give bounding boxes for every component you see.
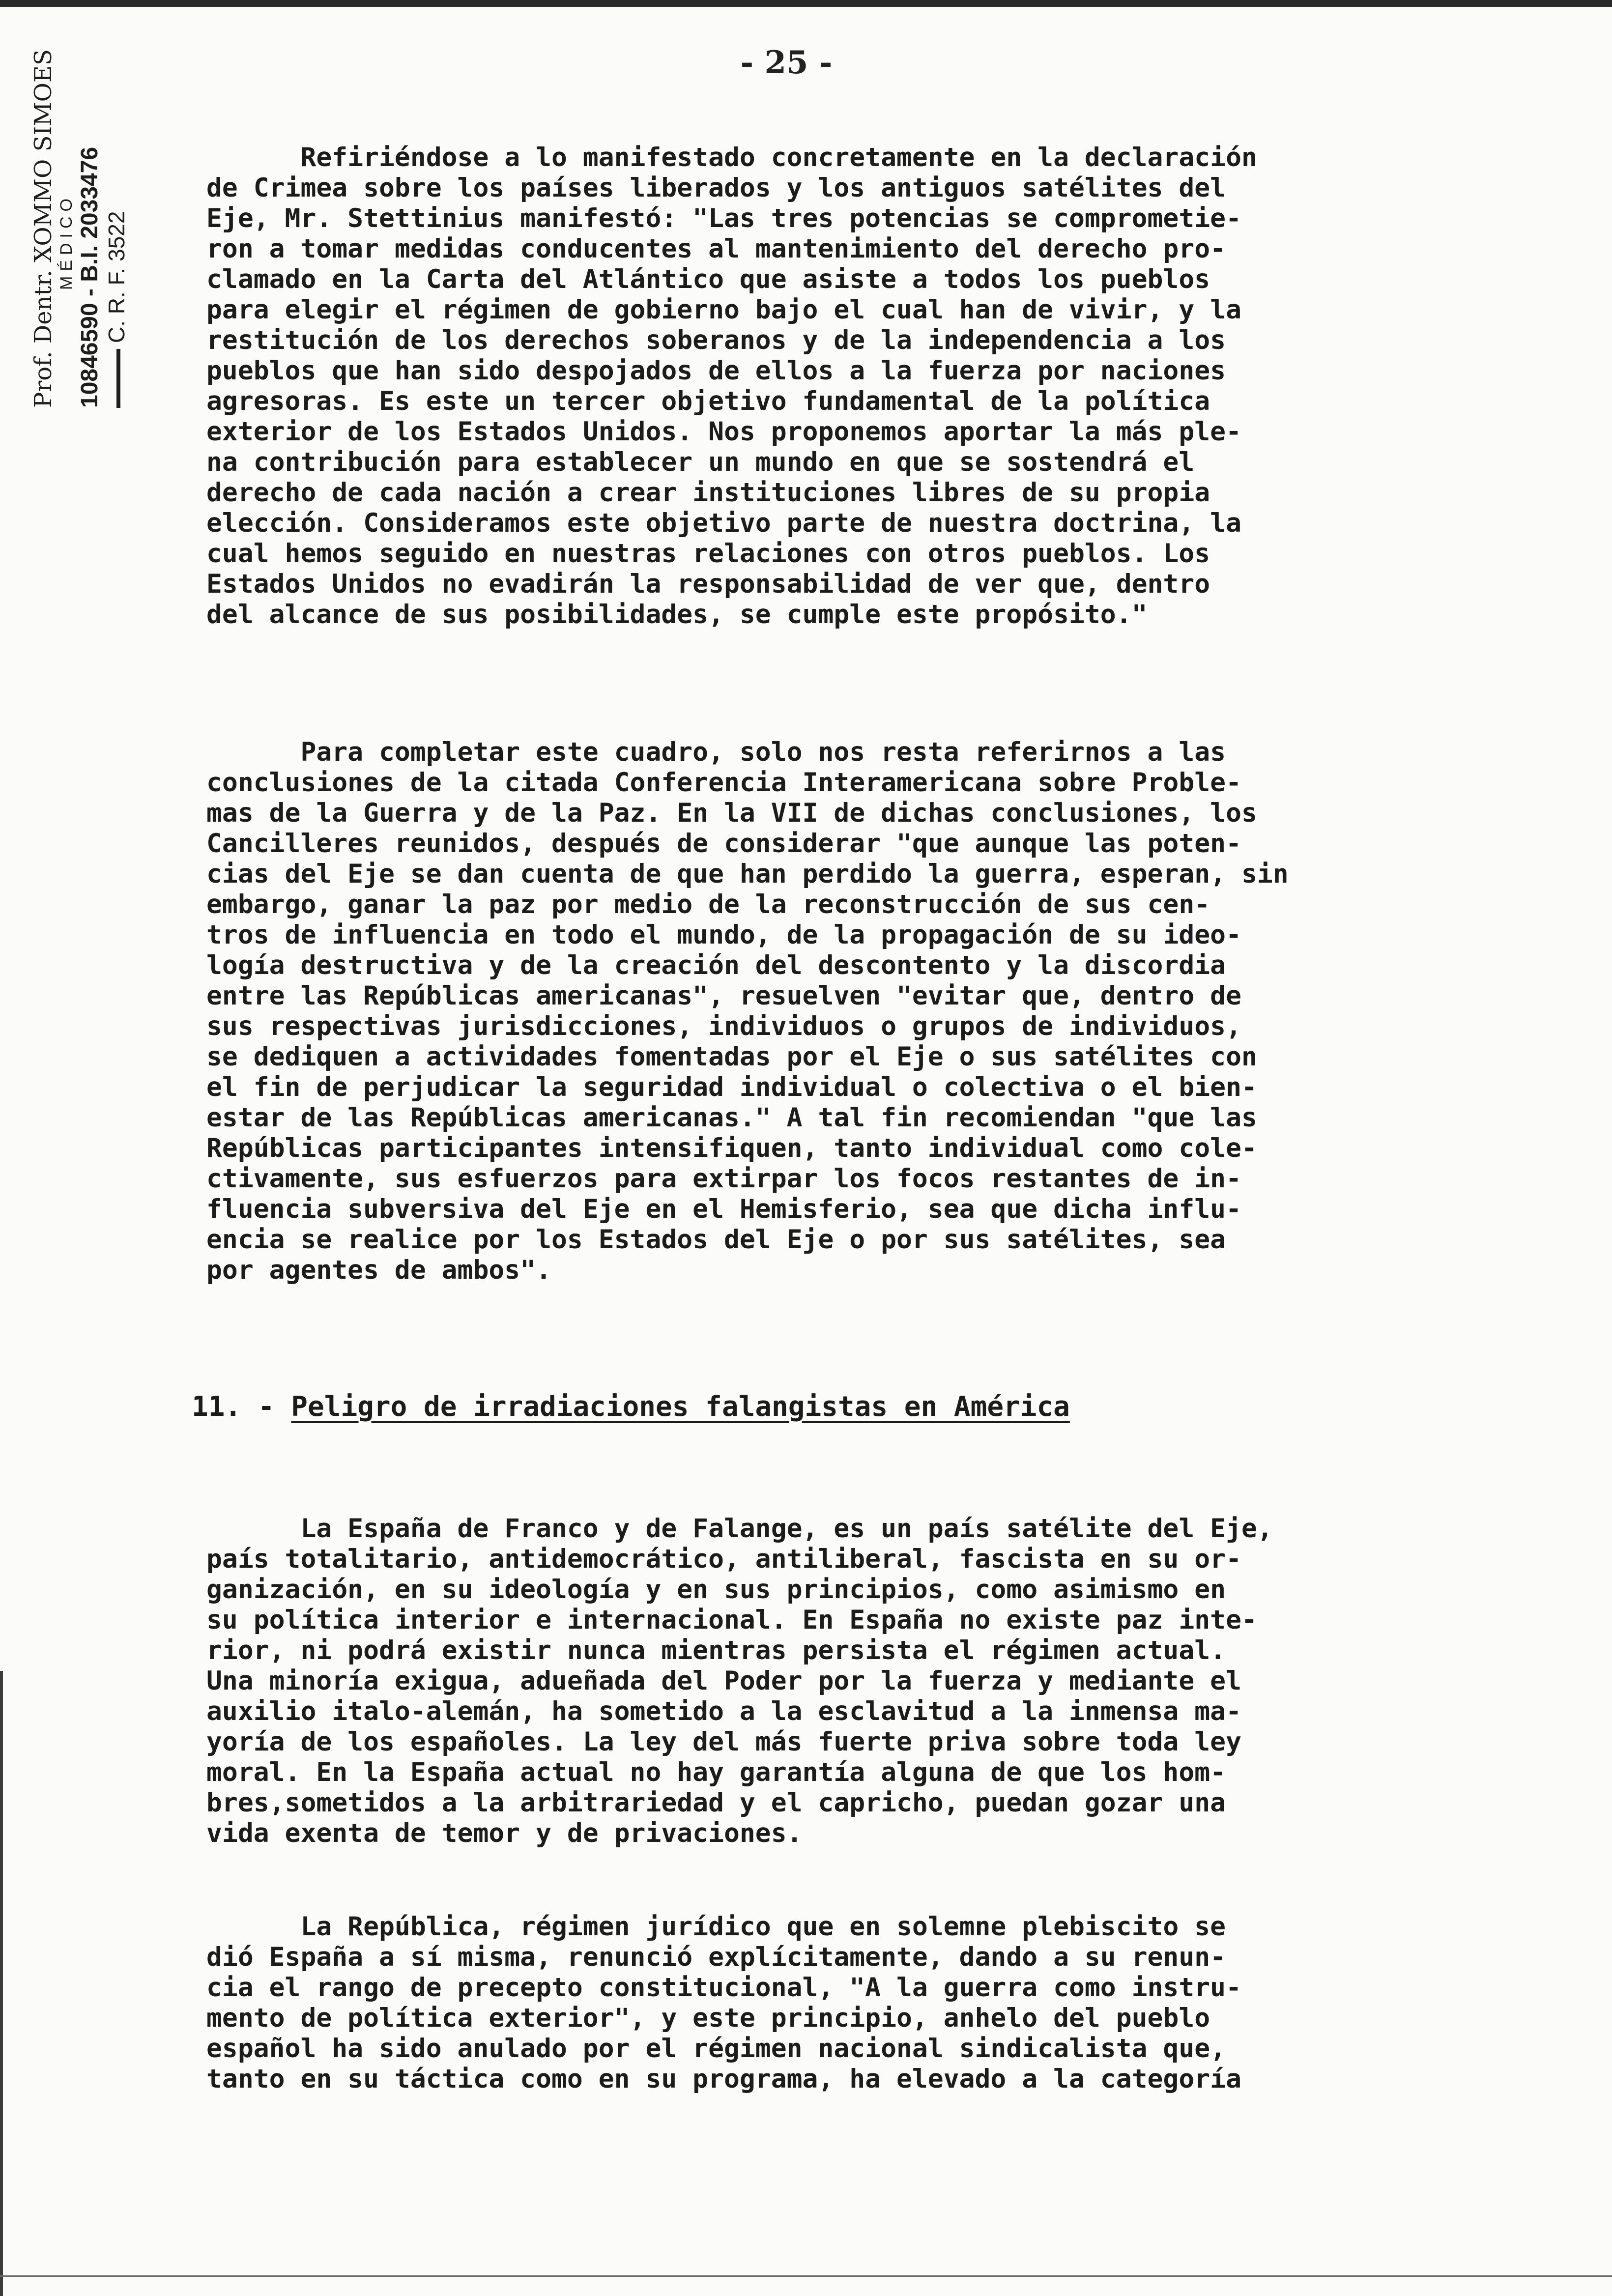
paragraph-crimea-declaration: [206, 143, 1573, 630]
text-line: cia el rango de precepto constitucional, "A la guerra como instru-: [206, 1973, 1241, 2003]
text-line: país totalitario, antidemocrático, antiliberal, fascista en su or-: [206, 1544, 1241, 1574]
text-line: Para completar este cuadro, solo nos resta referirnos a las: [206, 737, 1226, 767]
paragraph-interamerican-conference: [206, 737, 1573, 1286]
section-number: 11. -: [192, 1391, 275, 1423]
text-line: rior, ni podrá existir nunca mientras persista el régimen actual.: [206, 1636, 1226, 1665]
text-line: estar de las Repúblicas americanas." A tal fin recomiendan "que las: [206, 1103, 1257, 1133]
text-line: entre las Repúblicas americanas", resuelven "evitar que, dentro de: [206, 981, 1241, 1011]
paragraph-republic: [206, 1912, 1573, 2095]
text-line: La España de Franco y de Falange, es un país satélite del Eje,: [206, 1514, 1273, 1544]
text-line: embargo, ganar la paz por medio de la reconstrucción de sus cen-: [206, 890, 1210, 919]
text-line: na contribución para establecer un mundo en que se sostendrá el: [206, 447, 1195, 477]
text-line: para elegir el régimen de gobierno bajo el cual han de vivir, y la: [206, 295, 1241, 325]
text-line: agresoras. Es este un tercer objetivo fundamental de la política: [206, 386, 1210, 416]
section-heading: [192, 1391, 1070, 1423]
text-line: pueblos que han sido despojados de ellos a la fuerza por naciones: [206, 356, 1226, 386]
text-line: yoría de los españoles. La ley del más fuerte priva sobre toda ley: [206, 1727, 1241, 1757]
text-line: de Crimea sobre los países liberados y los antiguos satélites del: [206, 173, 1226, 203]
text-line: tanto en su táctica como en su programa, ha elevado a la categoría: [206, 2064, 1241, 2094]
page-number: - 25 -: [740, 44, 833, 81]
text-line: del alcance de sus posibilidades, se cumple este propósito.": [206, 600, 1148, 630]
text-line: tros de influencia en todo el mundo, de la propagación de su ideo-: [206, 920, 1241, 950]
text-line: por agentes de ambos".: [206, 1255, 551, 1285]
text-line: mento de política exterior", y este principio, anhelo del pueblo: [206, 2003, 1210, 2033]
text-line: Cancilleres reunidos, después de considerar "que aunque las poten-: [206, 829, 1241, 859]
text-line: Eje, Mr. Stettinius manifestó: "Las tres potencias se comprometie-: [206, 203, 1241, 233]
text-line: ganización, en su ideología y en sus principios, como asimismo en: [206, 1575, 1226, 1605]
text-line: se dediquen a actividades fomentadas por el Eje o sus satélites con: [206, 1042, 1257, 1072]
paragraph-franco-spain: [206, 1514, 1573, 1849]
text-line: fluencia subversiva del Eje en el Hemisferio, sea que dicha influ-: [206, 1194, 1241, 1224]
text-line: Una minoría exigua, adueñada del Poder por la fuerza y mediante el: [206, 1666, 1241, 1696]
text-line: español ha sido anulado por el régimen nacional sindicalista que,: [206, 2034, 1226, 2064]
text-line: elección. Consideramos este objetivo parte de nuestra doctrina, la: [206, 508, 1241, 538]
text-line: ctivamente, sus esfuerzos para extirpar los focos restantes de in-: [206, 1164, 1241, 1194]
text-line: restitución de los derechos soberanos y de la independencia a los: [206, 325, 1226, 355]
text-line: derecho de cada nación a crear instituciones libres de su propia: [206, 478, 1210, 508]
text-line: logía destructiva y de la creación del descontento y la discordia: [206, 950, 1226, 980]
stamp-profession: MÉDICO: [57, 194, 76, 290]
text-line: dió España a sí misma, renunció explícitamente, dando a su renun-: [206, 1942, 1226, 1972]
scan-top-border: [0, 0, 1612, 7]
stamp-registry: C. R. F. 3522: [103, 44, 130, 408]
stamp-name: Prof. Dentr. XOMMO SIMOES: [29, 49, 57, 408]
scan-bottom-rule: [0, 2275, 1612, 2277]
doctor-stamp: [29, 44, 152, 408]
stamp-id-numbers: 10846590 - B.I. 2033476: [77, 146, 103, 408]
text-line: auxilio italo-alemán, ha sometido a la esclavitud a la inmensa ma-: [206, 1696, 1241, 1726]
text-line: su política interior e internacional. En España no existe paz inte-: [206, 1605, 1257, 1635]
text-line: ron a tomar medidas conducentes al mantenimiento del derecho pro-: [206, 234, 1226, 264]
scan-left-edge: [0, 1671, 3, 2296]
text-line: bres,sometidos a la arbitrariedad y el capricho, puedan gozar una: [206, 1788, 1226, 1818]
text-line: vida exenta de temor y de privaciones.: [206, 1818, 803, 1848]
text-line: encia se realice por los Estados del Eje o por sus satélites, sea: [206, 1225, 1226, 1255]
text-line: moral. En la España actual no hay garantía alguna de que los hom-: [206, 1757, 1226, 1787]
text-line: cual hemos seguido en nuestras relaciones con otros pueblos. Los: [206, 539, 1210, 569]
text-line: Repúblicas participantes intensifiquen, tanto individual como cole-: [206, 1133, 1257, 1163]
text-line: el fin de perjudicar la seguridad individual o colectiva o el bien-: [206, 1072, 1257, 1102]
text-line: Refiriéndose a lo manifestado concretamente en la declaración: [206, 143, 1257, 172]
text-line: Estados Unidos no evadirán la responsabilidad de ver que, dentro: [206, 569, 1210, 599]
section-title: Peligro de irradiaciones falangistas en América: [291, 1391, 1070, 1423]
text-line: clamado en la Carta del Atlántico que asiste a todos los pueblos: [206, 264, 1210, 294]
text-line: cias del Eje se dan cuenta de que han perdido la guerra, esperan, sin: [206, 859, 1289, 889]
text-line: conclusiones de la citada Conferencia Interamericana sobre Proble-: [206, 768, 1241, 798]
text-line: exterior de los Estados Unidos. Nos proponemos aportar la más ple-: [206, 417, 1241, 447]
text-line: mas de la Guerra y de la Paz. En la VII de dichas conclusiones, los: [206, 798, 1257, 828]
text-line: La República, régimen jurídico que en solemne plebiscito se: [206, 1912, 1226, 1942]
text-line: sus respectivas jurisdicciones, individuos o grupos de individuos,: [206, 1011, 1241, 1041]
